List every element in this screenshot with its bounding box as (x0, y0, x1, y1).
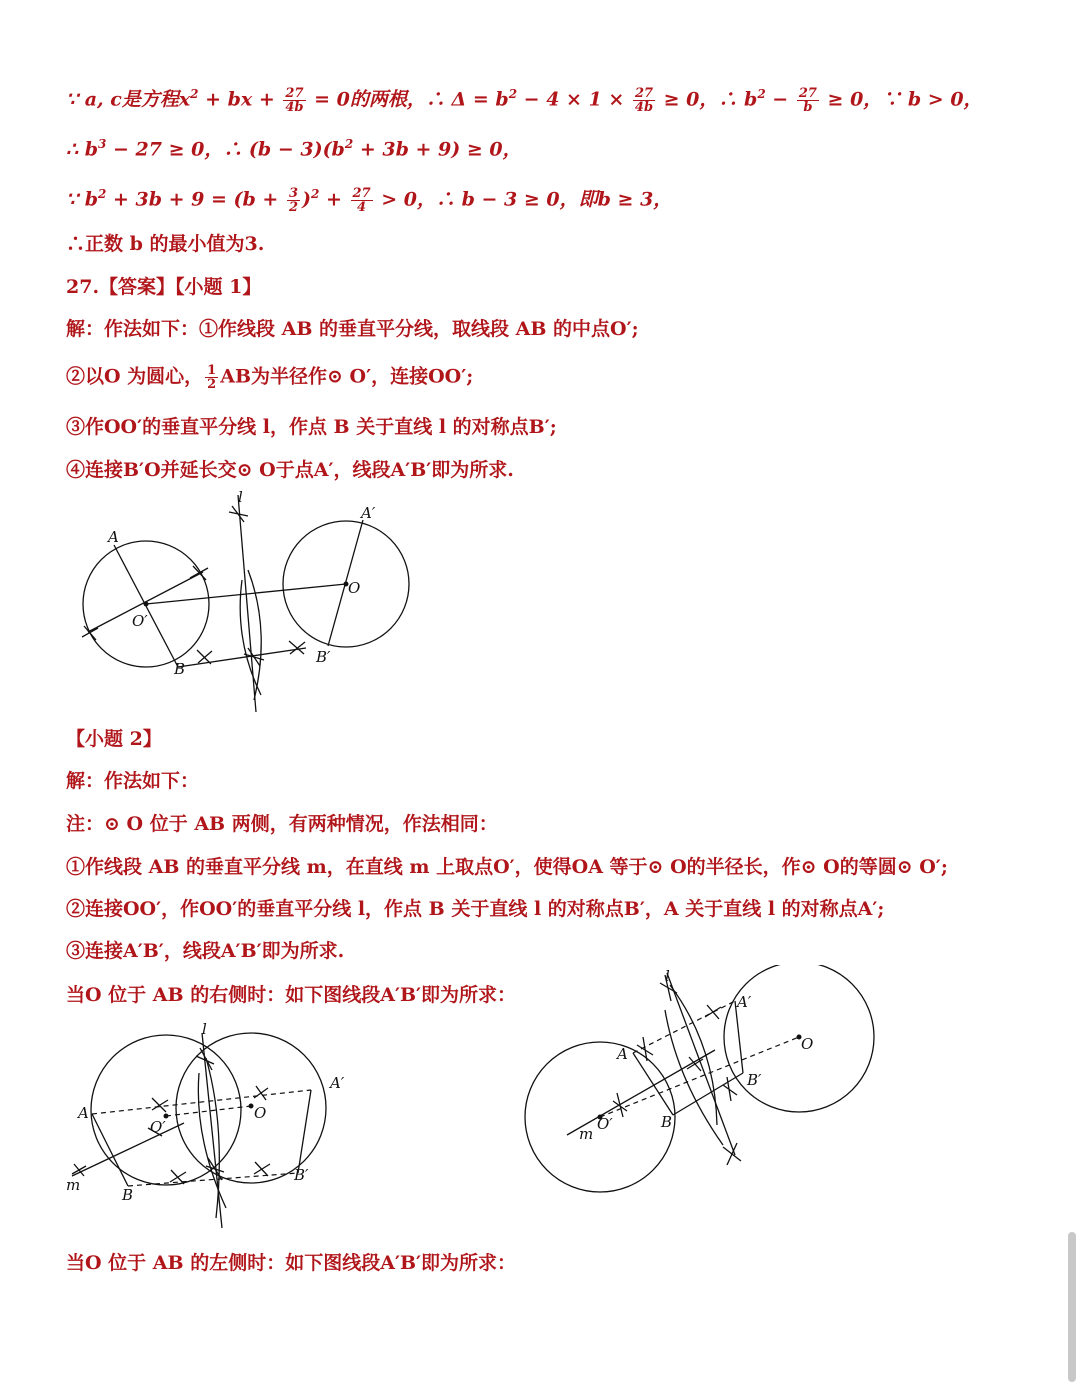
label-b-prime: B′ (316, 648, 331, 666)
exponent: 2 (98, 187, 107, 201)
text: + (319, 188, 349, 211)
denominator: b (803, 99, 813, 115)
point-o-prime (144, 602, 149, 607)
exponent: 2 (344, 137, 354, 151)
sub-question-2-step-1: ①作线段 AB 的垂直平分线 m，在直线 m 上取点O′，使得OA 等于⊙ O的半径长，作⊙ O的等圆⊙ O′; (66, 856, 948, 878)
denominator: 4 (357, 199, 367, 215)
line-l (667, 973, 735, 1155)
text: > 0，∴ b − 3 ≥ 0，即b ≥ 3， (374, 188, 673, 211)
text: ∴ b (66, 138, 98, 161)
line-m (567, 1050, 715, 1135)
line-l (202, 1033, 222, 1228)
cross-mark (289, 641, 305, 654)
numerator: 3 (288, 185, 299, 201)
cross-mark (152, 1098, 168, 1112)
sub-question-2-note: 注：⊙ O 位于 AB 两侧，有两种情况，作法相同： (66, 813, 498, 835)
sub-question-2-intro: 解：作法如下： (66, 770, 200, 792)
label-o-prime: O′ (150, 1118, 166, 1136)
answer-heading: 27.【答案】【小题 1】 (66, 276, 262, 298)
exponent: 2 (508, 87, 518, 101)
text: AB为半径作⊙ O′，连接OO′; (220, 365, 474, 388)
label-o-prime: O′ (132, 612, 148, 630)
cross-mark (197, 650, 212, 664)
label-m: m (66, 1176, 81, 1194)
segment-ab (92, 1114, 128, 1186)
sub-question-2-step-2: ②连接OO′，作OO′的垂直平分线 l，作点 B 关于直线 l 的对称点B′，A 关于直线 l 的对称点A′; (66, 898, 885, 920)
text: = 0的两根，∴ Δ = b (307, 88, 509, 111)
text: ≥ 0，∵ b > 0， (820, 88, 983, 111)
case-right-heading: 当O 位于 AB 的右侧时：如下图线段A′B′即为所求： (66, 984, 517, 1006)
label-l: l (665, 967, 670, 985)
figure-2-svg (66, 1018, 366, 1233)
exponent: 2 (757, 87, 766, 101)
label-l: l (202, 1020, 207, 1038)
denominator: 4b (285, 99, 304, 115)
text: ∵ b (66, 188, 98, 211)
label-a-prime: A′ (361, 504, 376, 522)
construction-step-intro: 解：作法如下：①作线段 AB 的垂直平分线，取线段 AB 的中点O′; (66, 318, 639, 340)
label-b-prime: B′ (747, 1071, 762, 1089)
segment-b-b-prime (673, 1073, 743, 1115)
arc (665, 1010, 723, 1145)
construction-step-3: ③作OO′的垂直平分线 l，作点 B 关于直线 l 的对称点B′; (66, 416, 557, 438)
exponent: 2 (190, 87, 199, 101)
label-l: l (238, 490, 243, 506)
solution-line-2 (66, 132, 522, 161)
label-o: O (348, 579, 361, 597)
solution-line-1 (66, 82, 983, 114)
fraction (205, 364, 218, 391)
vertical-scrollbar[interactable] (1068, 1232, 1076, 1382)
text: − 4 × 1 × (517, 88, 631, 111)
cross-mark (254, 1086, 268, 1100)
fraction (287, 187, 300, 214)
numerator: 27 (352, 185, 371, 201)
label-a-prime: A′ (330, 1074, 345, 1092)
exponent: 3 (98, 137, 107, 151)
fraction (797, 87, 819, 114)
figure-3 (515, 965, 880, 1197)
text: ≥ 0，∴ b (657, 88, 758, 111)
sub-question-2-heading: 【小题 2】 (66, 728, 162, 750)
text: + bx + (198, 88, 282, 111)
denominator: 2 (288, 199, 299, 215)
fraction (633, 87, 655, 114)
text: ②以O 为圆心， (66, 365, 204, 388)
label-o: O (801, 1035, 814, 1053)
label-b: B (122, 1186, 134, 1204)
denominator: 4b (634, 99, 654, 115)
label-o: O (254, 1104, 267, 1122)
text: + 3b + 9 = (b + (106, 188, 285, 211)
text: ) (302, 188, 312, 211)
point-o (249, 1104, 254, 1109)
arc (198, 1073, 226, 1208)
line-m (72, 1123, 184, 1176)
label-a: A (108, 528, 119, 546)
dashed-line-o-o-prime (600, 1037, 799, 1117)
case-left-heading: 当O 位于 AB 的左侧时：如下图线段A′B′即为所求： (66, 1252, 517, 1274)
solution-line-3 (66, 182, 672, 214)
solution-line-4: ∴正数 b 的最小值为3. (66, 233, 265, 255)
numerator: 27 (634, 85, 654, 101)
cross-mark (254, 1162, 270, 1176)
dashed-line-o-o-prime (166, 1106, 251, 1116)
label-m: m (579, 1125, 594, 1143)
text: − (765, 88, 795, 111)
text: − 27 ≥ 0，∴ (b − 3)(b (106, 138, 345, 161)
construction-step-2 (66, 364, 473, 391)
text: + 3b + 9) ≥ 0， (353, 138, 522, 161)
dashed-line-a-a-prime (633, 1001, 735, 1053)
fraction (283, 87, 305, 114)
figure-1-svg (66, 490, 416, 715)
exponent: 2 (311, 187, 320, 201)
figure-1 (66, 490, 416, 715)
label-o-prime: O′ (597, 1115, 613, 1133)
label-b-prime: B′ (294, 1166, 309, 1184)
figure-2 (66, 1018, 366, 1233)
denominator: 2 (207, 377, 217, 392)
dashed-line-a-a-prime (92, 1090, 311, 1114)
numerator: 1 (207, 363, 217, 378)
label-a: A (78, 1104, 89, 1122)
construction-step-4: ④连接B′O并延长交⊙ O于点A′，线段A′B′即为所求. (66, 459, 514, 481)
label-b: B (174, 660, 186, 678)
numerator: 27 (798, 85, 817, 101)
figure-3-svg (515, 965, 880, 1197)
cross-mark (613, 1093, 627, 1117)
cross-mark (705, 1005, 721, 1019)
label-a: A (617, 1045, 628, 1063)
sub-question-2-step-3: ③连接A′B′，线段A′B′即为所求. (66, 940, 345, 962)
label-b: B (661, 1113, 673, 1131)
label-a-prime: A′ (737, 993, 752, 1011)
text: ∵ a, c是方程x (66, 88, 191, 111)
numerator: 27 (285, 85, 304, 101)
circle-o-prime (91, 1035, 241, 1185)
fraction (351, 187, 373, 214)
